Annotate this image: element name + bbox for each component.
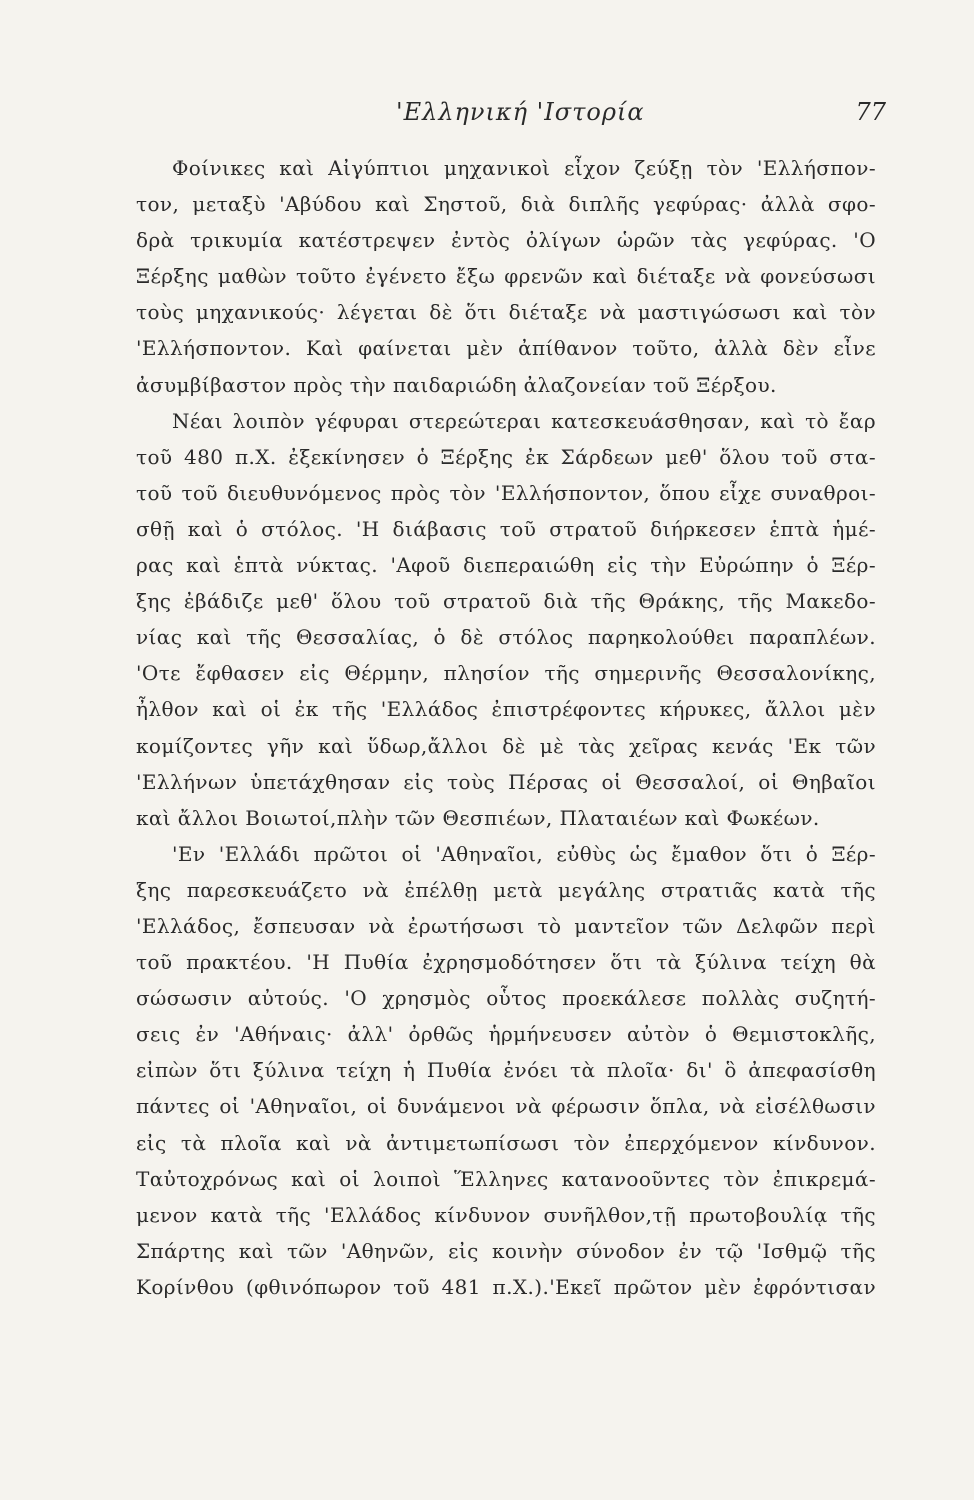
text-line: Σπάρτης καὶ τῶν 'Αθηνῶν, εἰς κοινὴν σύνοδον ἐν τῷ 'Ισθμῷ τῆς [136, 1238, 876, 1263]
text-line: τοῦ 480 π.Χ. ἐξεκίνησεν ὁ Ξέρξης ἐκ Σάρδεων μεθ' ὅλου τοῦ στα- [136, 444, 876, 469]
text-line: ἀσυμβίβαστον πρὸς τὴν παιδαριώδη ἀλαζονείαν τοῦ Ξέρξου. [136, 372, 777, 397]
body-text [136, 150, 876, 1305]
text-line: Ξέρξης μαθὼν τοῦτο ἐγένετο ἔξω φρενῶν καὶ διέταξε νὰ φονεύσωσι [136, 264, 876, 289]
text-line: εἰς τὰ πλοῖα καὶ νὰ ἀντιμετωπίσωσι τὸν ἐπερχόμενον κίνδυνον. [136, 1130, 876, 1155]
text-line: τοῦ πρακτέου. 'Η Πυθία ἐχρησμοδότησεν ὅτι τὰ ξύλινα τείχη θὰ [136, 950, 876, 975]
text-line: Φοίνικες καὶ Αἰγύπτιοι μηχανικοὶ εἶχον ζεύξῃ τὸν 'Ελλήσπον- [172, 156, 876, 180]
text-line: Κορίνθου (φθινόπωρον τοῦ 481 π.Χ.).'Εκεῖ πρῶτον μὲν ἐφρόντισαν [136, 1274, 876, 1299]
text-line: νίας καὶ τῆς Θεσσαλίας, ὁ δὲ στόλος παρηκολούθει παραπλέων. [136, 625, 876, 650]
text-line: ἦλθον καὶ οἱ ἐκ τῆς 'Ελλάδος ἐπιστρέφοντες κήρυκες, ἄλλοι μὲν [136, 697, 876, 722]
text-line: καὶ ἄλλοι Βοιωτοί,πλὴν τῶν Θεσπιέων, Πλαταιέων καὶ Φωκέων. [136, 805, 820, 830]
text-line: ρας καὶ ἑπτὰ νύκτας. 'Αφοῦ διεπεραιώθη εἰς τὴν Εὐρώπην ὁ Ξέρ- [136, 553, 876, 578]
text-line: 'Ελλάδος, ἔσπευσαν νὰ ἐρωτήσωσι τὸ μαντεῖον τῶν Δελφῶν περὶ [136, 913, 876, 938]
text-line: 'Ελλήσποντον. Καὶ φαίνεται μὲν ἀπίθανον τοῦτο, ἀλλὰ δὲν εἶνε [136, 336, 876, 361]
text-line: τοῦ τοῦ διευθυνόμενος πρὸς τὸν 'Ελλήσποντον, ὅπου εἶχε συναθροι- [136, 480, 876, 505]
text-line: Νέαι λοιπὸν γέφυραι στερεώτεραι κατεσκευάσθησαν, καὶ τὸ ἔαρ [172, 408, 876, 433]
text-line: σώσωσιν αὐτούς. 'Ο χρησμὸς οὗτος προεκάλεσε πολλὰς συζητή- [136, 986, 876, 1011]
text-line: δρὰ τρικυμία κατέστρεψεν ἐντὸς ὀλίγων ὡρῶν τὰς γεφύρας. 'Ο [136, 228, 876, 253]
text-line: πάντες οἱ 'Αθηναῖοι, οἱ δυνάμενοι νὰ φέρωσιν ὅπλα, νὰ εἰσέλθωσιν [136, 1094, 876, 1119]
text-line: 'Ελλήνων ὑπετάχθησαν εἰς τοὺς Πέρσας οἱ Θεσσαλοί, οἱ Θηβαῖοι [136, 769, 876, 794]
text-line: Ταὐτοχρόνως καὶ οἱ λοιποὶ Ἕλληνες κατανοοῦντες τὸν ἐπικρεμά- [136, 1166, 876, 1191]
running-title: 'Ελληνική 'Ιστορία [396, 98, 645, 126]
page-number: 77 [855, 98, 886, 126]
text-line: κομίζοντες γῆν καὶ ὕδωρ,ἄλλοι δὲ μὲ τὰς χεῖρας κενάς 'Εκ τῶν [136, 733, 876, 758]
text-line: μενον κατὰ τῆς 'Ελλάδος κίνδυνον συνῆλθον,τῇ πρωτοβουλίᾳ τῆς [136, 1202, 876, 1227]
text-line: ξης ἐβάδιζε μεθ' ὅλου τοῦ στρατοῦ διὰ τῆς Θράκης, τῆς Μακεδο- [136, 589, 876, 614]
text-line: 'Οτε ἔφθασεν εἰς Θέρμην, πλησίον τῆς σημερινῆς Θεσσαλονίκης, [136, 661, 876, 686]
text-line: ξης παρεσκευάζετο νὰ ἐπέλθῃ μετὰ μεγάλης στρατιᾶς κατὰ τῆς [136, 877, 876, 902]
text-line: 'Εν 'Ελλάδι πρῶτοι οἱ 'Αθηναῖοι, εὐθὺς ὡς ἔμαθον ὅτι ὁ Ξέρ- [172, 841, 876, 866]
text-line: εἰπὼν ὅτι ξύλινα τείχη ἡ Πυθία ἐνόει τὰ πλοῖα· δι' ὃ ἀπεφασίσθη [136, 1058, 876, 1083]
text-line: σεις ἐν 'Αθήναις· ἀλλ' ὀρθῶς ἡρμήνευσεν αὐτὸν ὁ Θεμιστοκλῆς, [136, 1022, 876, 1047]
text-line: σθῇ καὶ ὁ στόλος. 'Η διάβασις τοῦ στρατοῦ διήρκεσεν ἑπτὰ ἡμέ- [136, 516, 876, 541]
text-line: τοὺς μηχανικούς· λέγεται δὲ ὅτι διέταξε νὰ μαστιγώσωσι καὶ τὸν [136, 300, 876, 325]
text-line: τον, μεταξὺ 'Αβύδου καὶ Σηστοῦ, διὰ διπλῆς γεφύρας· ἀλλὰ σφο- [136, 192, 876, 217]
page-header [396, 98, 886, 128]
